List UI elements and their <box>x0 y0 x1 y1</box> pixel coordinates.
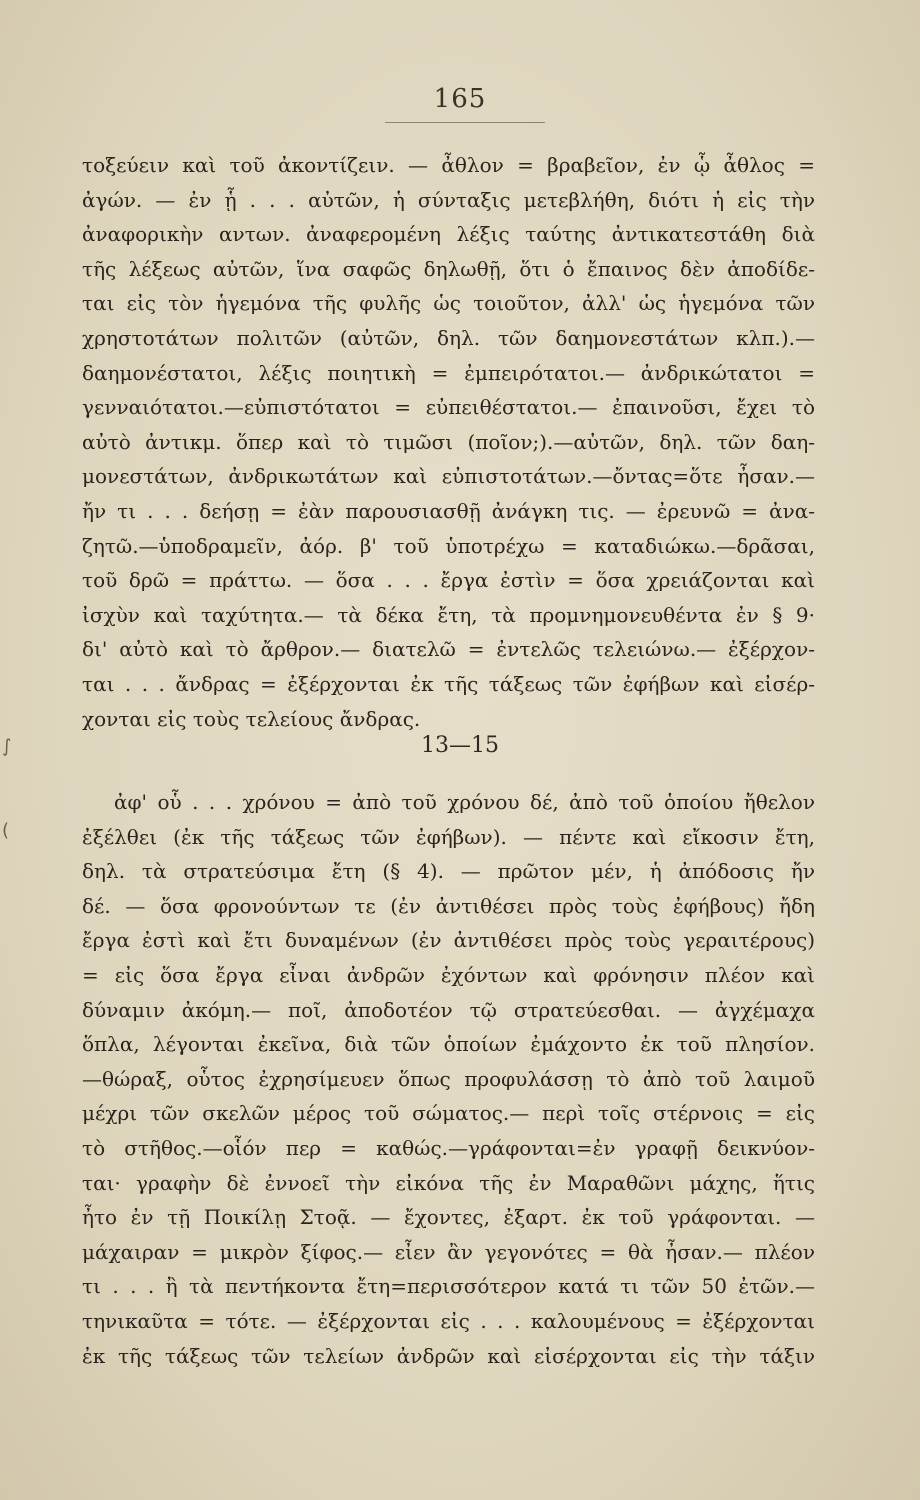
margin-mark: ∫ <box>2 736 12 757</box>
text-line: ἀναφορικὴν αντων. ἀναφερομένη λέξις ταύτης ἀντικατεστάθη διὰ <box>82 222 815 247</box>
text-line: τηνικαῦτα = τότε. — ἐξέρχονται εἰς . . . καλουμένους = ἐξέρχονται <box>82 1308 815 1333</box>
commentary-block-2 <box>82 785 815 1373</box>
text-line: ἔργα ἐστὶ καὶ ἔτι δυναμένων (ἐν ἀντιθέσει πρὸς τοὺς γεραιτέρους) <box>82 928 815 953</box>
text-line: δηλ. τὰ στρατεύσιμα ἔτη (§ 4). — πρῶτον μέν, ἡ ἀπόδοσις ἤν <box>82 859 815 884</box>
commentary-block-1 <box>82 148 815 736</box>
text-line: ται . . . ἄνδρας = ἐξέρχονται ἐκ τῆς τάξεως τῶν ἐφήβων καὶ εἰσέρ- <box>82 671 815 696</box>
text-line: τῆς λέξεως αὐτῶν, ἵνα σαφῶς δηλωθῇ, ὅτι ὁ ἔπαινος δὲν ἀποδίδε- <box>82 256 815 281</box>
text-line: χονται εἰς τοὺς τελείους ἄνδρας. <box>82 706 421 731</box>
text-line: δύναμιν ἀκόμη.— ποῖ, ἀποδοτέον τῷ στρατεύεσθαι. — ἀγχέμαχα <box>82 997 815 1022</box>
text-line: ἐκ τῆς τάξεως τῶν τελείων ἀνδρῶν καὶ εἰσέρχονται εἰς τὴν τάξιν <box>82 1343 815 1368</box>
text-line: = εἰς ὅσα ἔργα εἶναι ἀνδρῶν ἐχόντων καὶ φρόνησιν πλέον καὶ <box>82 962 815 987</box>
header-rule <box>385 122 545 123</box>
text-line: χρηστοτάτων πολιτῶν (αὐτῶν, δηλ. τῶν δαημονεστάτων κλπ.).— <box>82 325 815 350</box>
text-line: ὅπλα, λέγονται ἐκεῖνα, διὰ τῶν ὁποίων ἐμάχοντο ἐκ τοῦ πλησίον. <box>82 1032 815 1057</box>
text-line: τοῦ δρῶ = πράττω. — ὅσα . . . ἔργα ἐστὶν = ὅσα χρειάζονται καὶ <box>82 568 815 593</box>
text-line: ται εἰς τὸν ἡγεμόνα τῆς φυλῆς ὡς τοιοῦτον, ἀλλ' ὡς ἡγεμόνα τῶν <box>82 291 815 316</box>
text-line: μονεστάτων, ἀνδρικωτάτων καὶ εὐπιστοτάτων.—ὄντας=ὅτε ἦσαν.— <box>82 464 815 489</box>
text-line: ἐξέλθει (ἐκ τῆς τάξεως τῶν ἐφήβων). — πέντε καὶ εἴκοσιν ἔτη, <box>82 824 815 849</box>
section-heading: 13—15 <box>421 733 499 758</box>
text-line: μέχρι τῶν σκελῶν μέρος τοῦ σώματος.— περὶ τοῖς στέρνοις = εἰς <box>82 1101 815 1126</box>
text-line: ἀφ' οὗ . . . χρόνου = ἀπὸ τοῦ χρόνου δέ, ἀπὸ τοῦ ὁποίου ἤθελον <box>114 790 815 814</box>
text-line: μάχαιραν = μικρὸν ξίφος.— εἶεν ἂν γεγονότες = θὰ ἦσαν.— πλέον <box>82 1239 815 1264</box>
text-line: ται· γραφὴν δὲ ἐννοεῖ τὴν εἰκόνα τῆς ἐν Μαραθῶνι μάχης, ἥτις <box>82 1170 815 1195</box>
text-line: ἤν τι . . . δεήσῃ = ἐὰν παρουσιασθῇ ἀνάγκη τις. — ἐρευνῶ = ἀνα- <box>82 498 815 523</box>
text-line: δέ. — ὅσα φρονούντων τε (ἐν ἀντιθέσει πρὸς τοὺς ἐφήβους) ἤδη <box>82 893 815 918</box>
text-line: τὸ στῆθος.—οἷόν περ = καθώς.—γράφονται=ἐν γραφῇ δεικνύον- <box>82 1135 815 1160</box>
text-line: ἦτο ἐν τῇ Ποικίλῃ Στοᾷ. — ἔχοντες, ἐξαρτ. ἐκ τοῦ γράφονται. — <box>82 1205 815 1230</box>
text-line: ἀγών. — ἐν ᾗ . . . αὐτῶν, ἡ σύνταξις μετεβλήθη, διότι ἡ εἰς τὴν <box>82 187 815 212</box>
margin-mark: ( <box>2 820 10 841</box>
text-line: ζητῶ.—ὑποδραμεῖν, ἀόρ. β' τοῦ ὑποτρέχω = καταδιώκω.—δρᾶσαι, <box>82 533 815 558</box>
text-line: τοξεύειν καὶ τοῦ ἀκοντίζειν. — ἆθλον = βραβεῖον, ἐν ᾧ ἆθλος = <box>82 153 815 177</box>
page-number: 165 <box>433 84 487 114</box>
text-line: αὐτὸ ἀντικμ. ὅπερ καὶ τὸ τιμῶσι (ποῖον;).—αὐτῶν, δηλ. τῶν δαη- <box>82 429 815 454</box>
text-line: γενναιότατοι.—εὐπιστότατοι = εὐπειθέστατοι.— ἐπαινοῦσι, ἔχει τὸ <box>82 395 815 420</box>
text-line: δαημονέστατοι, λέξις ποιητικὴ = ἐμπειρότατοι.— ἀνδρικώτατοι = <box>82 360 815 385</box>
text-line: ἰσχὺν καὶ ταχύτητα.— τὰ δέκα ἔτη, τὰ προμνημονευθέντα ἐν § 9· <box>82 602 815 627</box>
text-line: —θώραξ, οὗτος ἐχρησίμευεν ὅπως προφυλάσσῃ τὸ ἀπὸ τοῦ λαιμοῦ <box>82 1066 815 1091</box>
text-line: δι' αὐτὸ καὶ τὸ ἄρθρον.— διατελῶ = ἐντελῶς τελειώνω.— ἐξέρχον- <box>82 637 815 662</box>
text-line: τι . . . ἢ τὰ πεντήκοντα ἔτη=περισσότερον κατά τι τῶν 50 ἐτῶν.— <box>82 1274 815 1299</box>
